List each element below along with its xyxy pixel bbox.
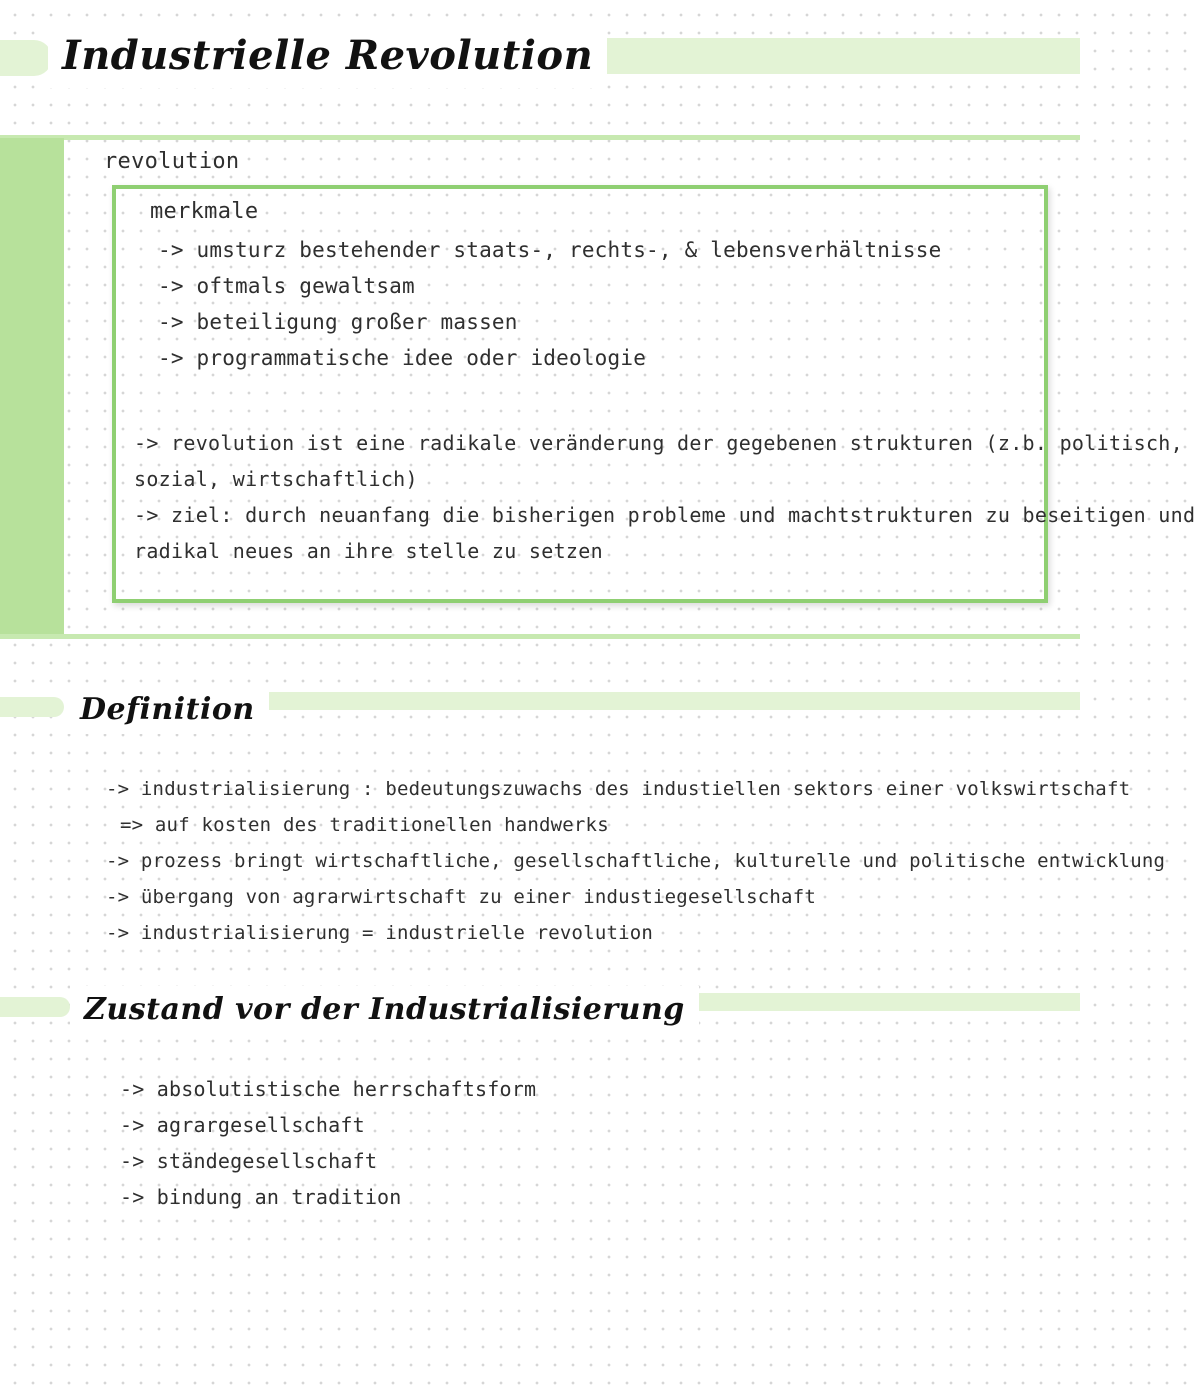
- list-item: -> ständegesellschaft: [120, 1149, 378, 1173]
- definition-list: [106, 771, 1165, 951]
- list-item: -> umsturz bestehender staats-, rechts-, & lebensverhältnisse: [158, 238, 942, 262]
- list-item: -> prozess bringt wirtschaftliche, gesellschaftliche, kulturelle und politische entwicklung: [106, 850, 1166, 872]
- definition-bar-right: [244, 692, 1080, 710]
- divider-top: [0, 135, 1080, 140]
- page-title: Industrielle Revolution: [48, 24, 607, 88]
- list-item: -> übergang von agrarwirtschaft zu einer industiegesellschaft: [106, 886, 816, 908]
- list-item: -> beteiligung großer massen: [158, 310, 518, 334]
- title-bar-right: [556, 38, 1080, 74]
- list-item: -> oftmals gewaltsam: [158, 274, 415, 298]
- merkmale-list: [158, 232, 941, 376]
- revolution-paragraph-2-line-2: radikal neues an ihre stelle zu setzen: [134, 539, 603, 563]
- revolution-label: revolution: [104, 149, 240, 174]
- merkmale-heading: merkmale: [150, 199, 259, 224]
- revolution-paragraph-2-line-1: -> ziel: durch neuanfang die bisherigen probleme und machtstrukturen zu beseitigen und: [134, 503, 1195, 527]
- list-item: -> programmatische idee oder ideologie: [158, 346, 647, 370]
- zustand-bar-right: [636, 993, 1080, 1011]
- title-bar-left: [0, 40, 52, 76]
- list-item: -> industrialisierung = industrielle revolution: [106, 922, 654, 944]
- zustand-list: [120, 1071, 536, 1215]
- zustand-bar-left: [0, 997, 70, 1017]
- list-item: => auf kosten des traditionellen handwerks: [120, 814, 609, 836]
- list-item: -> bindung an tradition: [120, 1185, 402, 1209]
- list-item: -> agrargesellschaft: [120, 1113, 365, 1137]
- zustand-heading: Zustand vor der Industrialisierung: [70, 986, 699, 1034]
- revolution-paragraph-1-line-1: -> revolution ist eine radikale veränderung der gegebenen strukturen (z.b. politisch,: [134, 431, 1183, 455]
- list-item: -> absolutistische herrschaftsform: [120, 1077, 537, 1101]
- revolution-paragraph-1-line-2: sozial, wirtschaftlich): [134, 467, 418, 491]
- list-item: -> industrialisierung : bedeutungszuwachs des industiellen sektors einer volkswirtschaft: [106, 778, 1131, 800]
- side-accent: [0, 138, 64, 638]
- definition-bar-left: [0, 697, 64, 717]
- divider-bottom: [0, 634, 1080, 639]
- definition-heading: Definition: [66, 686, 269, 734]
